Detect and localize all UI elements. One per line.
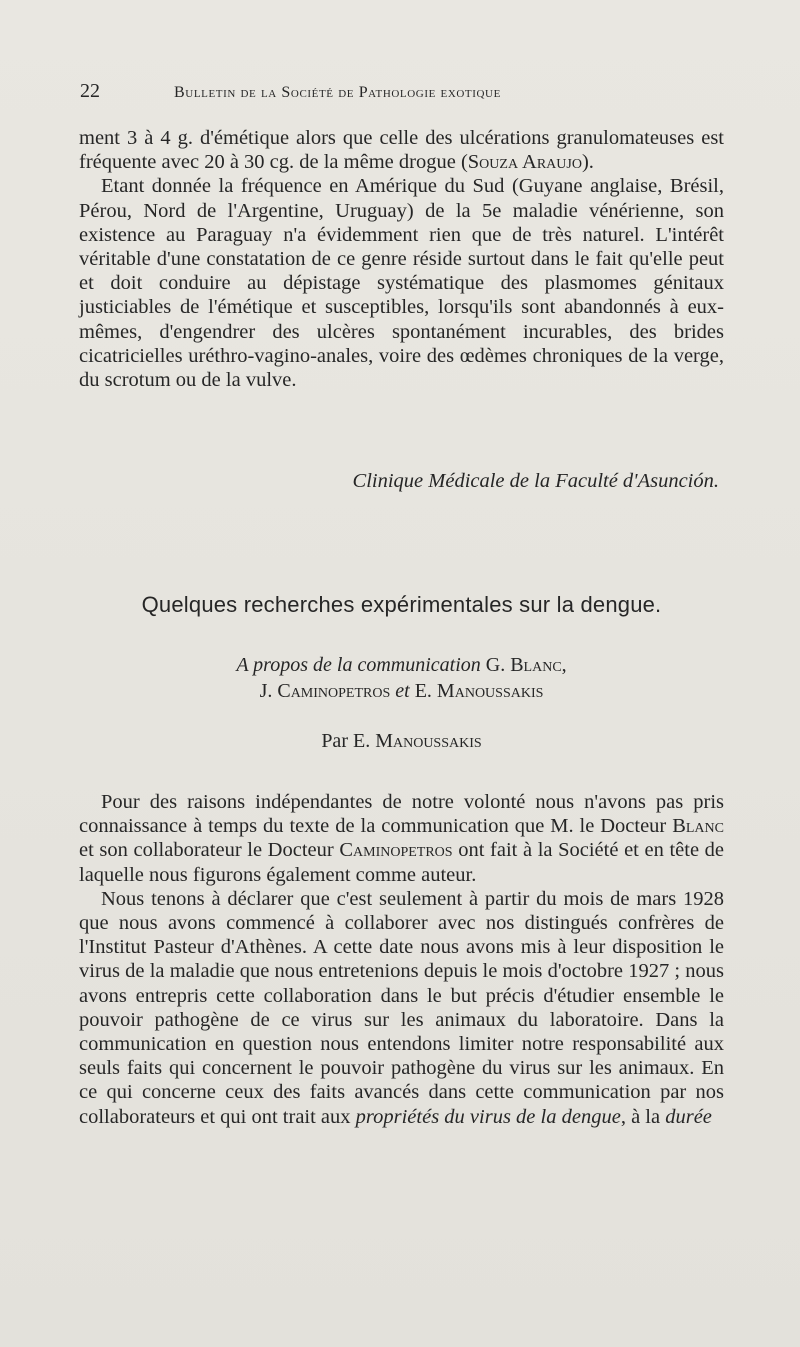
author-byline: Par E. Manoussakis xyxy=(321,730,482,752)
paragraph: Nous tenons à déclarer que c'est seulement à partir du mois de mars 1928 que nous avons commencé à collaborer avec nos distingués confrères de l'Institut Pasteur d'Athènes. A cette date nous avons mis à leur disposition le virus de la maladie que nous entretenions depuis le mois d'octobre 1927 ; nous avons entrepris cette collaboration dans le but précis d'étudier ensemble le pouvoir pathogène de ce virus sur les animaux du laboratoire. Dans la communication en question nous entendons limiter notre responsabilité aux seuls faits qui concernent le pouvoir pathogène du virus sur les animaux. En ce qui concerne ceux des faits avancés dans cette communication par nos collaborateurs et qui ont trait aux propriétés du virus de la dengue, à la durée xyxy=(79,887,724,1128)
paragraph: Etant donnée la fréquence en Amérique du Sud (Guyane anglaise, Brésil, Pérou, Nord de l'Argentine, Uruguay) de la 5e maladie vénérienne, son existence au Paraguay n'a évidemment rien que de très naturel. L'intérêt véritable d'une constatation de ce genre réside surtout dans le fait qu'elle peut et doit conduire au dépistage systématique des plasmomes génitaux justiciables de l'émétique et susceptibles, lorsqu'ils sont abandonnés à eux-mêmes, d'engendrer des ulcères spontanément incurables, des brides cicatricielles uréthro-vagino-anales, voire des œdèmes chroniques de la verge, du scrotum ou de la vulve. xyxy=(79,175,724,392)
page-number: 22 xyxy=(80,80,100,102)
journal-title: Bulletin de la Société de Pathologie exotique xyxy=(174,84,501,101)
section-body xyxy=(79,126,724,392)
citation: (Souza Araujo). xyxy=(460,151,594,174)
running-header xyxy=(80,80,720,106)
institution-signature: Clinique Médicale de la Faculté d'Asunción. xyxy=(352,470,719,492)
paragraph: ment 3 à 4 g. d'émétique alors que celle des ulcérations granulomateuses est fréquente avec 20 à 30 cg. de la même drogue (Souza Araujo). xyxy=(79,127,724,174)
article-reference: A propos de la communication G. Blanc, J. Caminopetros et E. Manoussakis xyxy=(236,654,567,702)
article-title: Quelques recherches expérimentales sur la dengue. xyxy=(141,592,662,617)
paragraph: Pour des raisons indépendantes de notre volonté nous n'avons pas pris connaissance à temps du texte de la communication que M. le Docteur Blanc et son collaborateur le Docteur Caminopetros ont fait à la Société et en tête de laquelle nous figurons également comme auteur. xyxy=(79,791,725,886)
article-body xyxy=(79,790,724,1129)
